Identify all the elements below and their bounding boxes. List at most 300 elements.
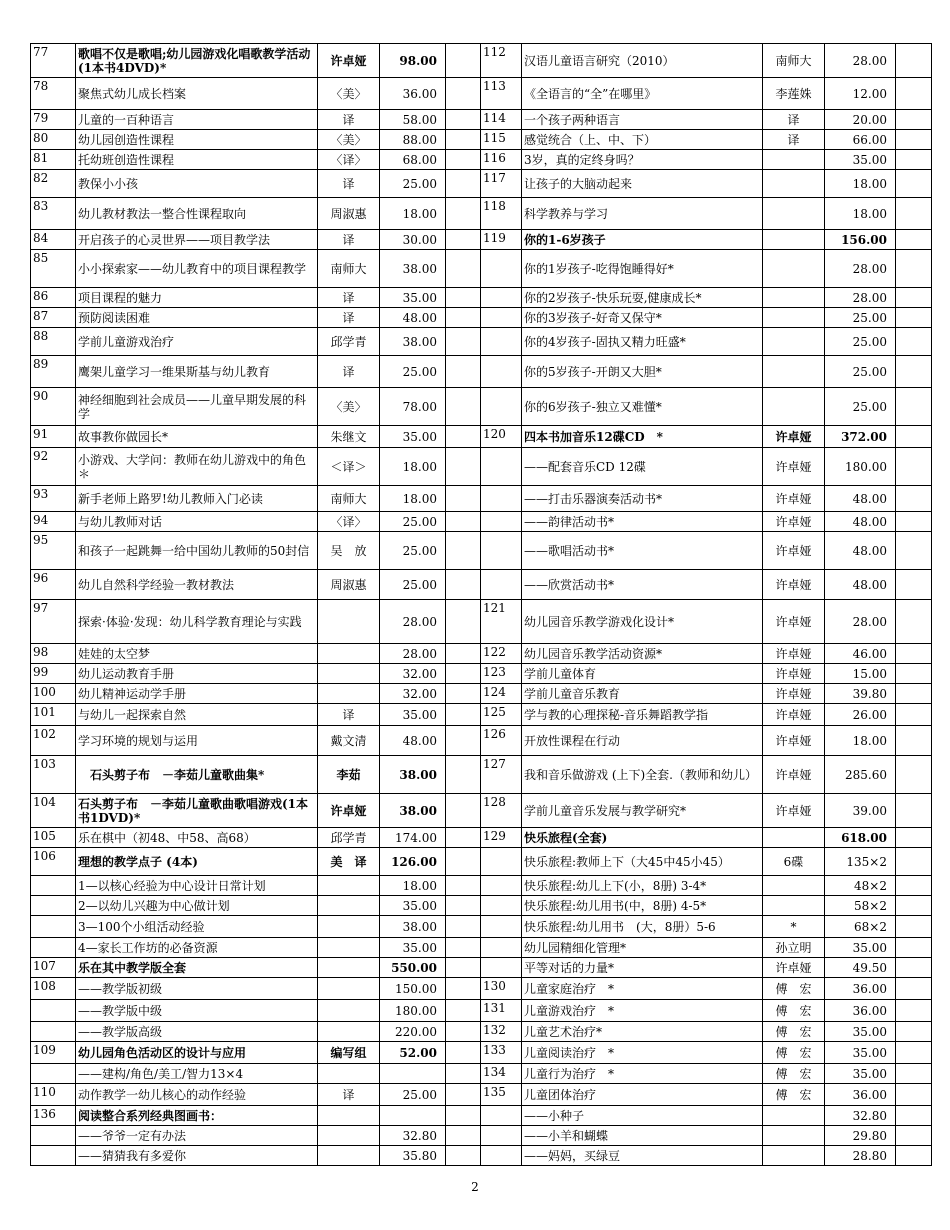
item-number xyxy=(481,486,522,512)
book-author: 译 xyxy=(318,170,380,198)
item-number xyxy=(481,570,522,600)
book-title: 让孩子的大脑动起来 xyxy=(522,170,763,198)
book-title: ——教学版高级 xyxy=(76,1022,318,1042)
item-number: 122 xyxy=(481,644,522,664)
book-price: 35.80 xyxy=(380,1146,446,1166)
book-price: 38.00 xyxy=(380,756,446,794)
book-author xyxy=(318,1000,380,1022)
table-row xyxy=(31,684,932,704)
book-title: 2—以幼儿兴趣为中心做计划 xyxy=(76,896,318,916)
table-row xyxy=(31,512,932,532)
item-number: 136 xyxy=(31,1106,76,1126)
book-price: 150.00 xyxy=(380,978,446,1000)
item-number: 126 xyxy=(481,726,522,756)
book-title: 探索·体验·发现：幼儿科学教育理论与实践 xyxy=(76,600,318,644)
book-author: 译 xyxy=(318,288,380,308)
blank-cell xyxy=(896,288,932,308)
item-number xyxy=(481,896,522,916)
blank-cell xyxy=(896,110,932,130)
book-price: 28.80 xyxy=(825,1146,896,1166)
book-author: 邱学青 xyxy=(318,328,380,356)
book-title: 快乐旅程(全套) xyxy=(522,828,763,848)
book-author: 编写组 xyxy=(318,1042,380,1064)
blank-cell xyxy=(896,250,932,288)
item-number: 80 xyxy=(31,130,76,150)
book-author: 许卓娅 xyxy=(763,756,825,794)
book-title: 幼儿园精细化管理* xyxy=(522,938,763,958)
blank-cell xyxy=(446,328,481,356)
book-price: 180.00 xyxy=(825,448,896,486)
blank-cell xyxy=(896,486,932,512)
blank-cell xyxy=(896,532,932,570)
book-price: 35.00 xyxy=(825,1022,896,1042)
book-price: 180.00 xyxy=(380,1000,446,1022)
book-price: 48.00 xyxy=(380,726,446,756)
book-price: 156.00 xyxy=(825,230,896,250)
book-author xyxy=(318,958,380,978)
table-row xyxy=(31,1064,932,1084)
blank-cell xyxy=(896,230,932,250)
blank-cell xyxy=(896,794,932,828)
book-title: 你的2岁孩子-快乐玩耍,健康成长* xyxy=(522,288,763,308)
item-number: 79 xyxy=(31,110,76,130)
book-title: 开启孩子的心灵世界——项目教学法 xyxy=(76,230,318,250)
item-number: 77 xyxy=(31,44,76,78)
item-number: 98 xyxy=(31,644,76,664)
book-title: 乐在其中教学版全套 xyxy=(76,958,318,978)
book-title: 一个孩子两种语言 xyxy=(522,110,763,130)
table-row xyxy=(31,570,932,600)
book-price: 18.00 xyxy=(380,486,446,512)
book-price: 32.80 xyxy=(380,1126,446,1146)
book-author: 许卓娅 xyxy=(763,684,825,704)
table-row xyxy=(31,726,932,756)
book-price: 15.00 xyxy=(825,664,896,684)
book-price-table xyxy=(30,43,932,1166)
book-title: 儿童行为治疗 * xyxy=(522,1064,763,1084)
table-row xyxy=(31,486,932,512)
table-row xyxy=(31,1042,932,1064)
item-number: 110 xyxy=(31,1084,76,1106)
blank-cell xyxy=(446,1064,481,1084)
book-price: 28.00 xyxy=(825,250,896,288)
book-price: 29.80 xyxy=(825,1126,896,1146)
book-title: ——歌唱活动书* xyxy=(522,532,763,570)
item-number xyxy=(31,1126,76,1146)
blank-cell xyxy=(896,958,932,978)
book-price: 18.00 xyxy=(825,170,896,198)
blank-cell xyxy=(446,664,481,684)
book-title: 《全语言的“全”在哪里》 xyxy=(522,78,763,110)
book-author: 译 xyxy=(763,110,825,130)
book-title: 快乐旅程:幼儿用书 (大，8册）5-6 xyxy=(522,916,763,938)
book-author: 周淑惠 xyxy=(318,198,380,230)
blank-cell xyxy=(446,756,481,794)
blank-cell xyxy=(446,532,481,570)
book-author: 南师大 xyxy=(763,44,825,78)
book-title: 项目课程的魅力 xyxy=(76,288,318,308)
blank-cell xyxy=(896,512,932,532)
book-title: 幼儿园创造性课程 xyxy=(76,130,318,150)
book-price: 68.00 xyxy=(380,150,446,170)
book-title: ——教学版初级 xyxy=(76,978,318,1000)
blank-cell xyxy=(896,328,932,356)
blank-cell xyxy=(446,512,481,532)
book-price: 28.00 xyxy=(825,44,896,78)
table-row xyxy=(31,958,932,978)
item-number: 101 xyxy=(31,704,76,726)
item-number xyxy=(481,448,522,486)
book-title: 1—以核心经验为中心设计日常计划 xyxy=(76,876,318,896)
table-row xyxy=(31,938,932,958)
book-author: 周淑惠 xyxy=(318,570,380,600)
blank-cell xyxy=(446,426,481,448)
book-title: 汉语儿童语言研究（2010） xyxy=(522,44,763,78)
book-price: 35.00 xyxy=(825,938,896,958)
book-author: 许卓娅 xyxy=(763,512,825,532)
book-title: 乐在棋中（初48、中58、高68） xyxy=(76,828,318,848)
book-title: 快乐旅程:幼儿用书(中，8册) 4-5* xyxy=(522,896,763,916)
book-title: 歌唱不仅是歌唱;幼儿园游戏化唱歌教学活动(1本书4DVD)* xyxy=(76,44,318,78)
blank-cell xyxy=(896,644,932,664)
book-author xyxy=(318,600,380,644)
book-title: 幼儿园音乐教学活动资源* xyxy=(522,644,763,664)
book-title: ——猜猜我有多爱你 xyxy=(76,1146,318,1166)
book-title: 3岁，真的定终身吗？ xyxy=(522,150,763,170)
blank-cell xyxy=(446,308,481,328)
item-number: 103 xyxy=(31,756,76,794)
book-author: 傅 宏 xyxy=(763,1000,825,1022)
book-title: 儿童的一百种语言 xyxy=(76,110,318,130)
book-price: 32.80 xyxy=(825,1106,896,1126)
book-author: 〈美〉 xyxy=(318,78,380,110)
book-title: 和孩子一起跳舞一给中国幼儿教师的50封信 xyxy=(76,532,318,570)
table-row xyxy=(31,978,932,1000)
book-price: 35.00 xyxy=(380,896,446,916)
book-price: 25.00 xyxy=(380,170,446,198)
book-author xyxy=(318,644,380,664)
item-number xyxy=(481,1106,522,1126)
book-author: 许卓娅 xyxy=(763,664,825,684)
book-author xyxy=(763,250,825,288)
table-row xyxy=(31,328,932,356)
blank-cell xyxy=(896,388,932,426)
item-number: 130 xyxy=(481,978,522,1000)
blank-cell xyxy=(446,684,481,704)
blank-cell xyxy=(446,794,481,828)
book-title: 幼儿教材教法一整合性课程取向 xyxy=(76,198,318,230)
book-title: 学前儿童体育 xyxy=(522,664,763,684)
book-price: 52.00 xyxy=(380,1042,446,1064)
book-price: 35.00 xyxy=(825,1064,896,1084)
book-author xyxy=(763,308,825,328)
item-number: 84 xyxy=(31,230,76,250)
table-row xyxy=(31,644,932,664)
book-title: 快乐旅程:幼儿上下(小，8册) 3-4* xyxy=(522,876,763,896)
blank-cell xyxy=(896,1042,932,1064)
blank-cell xyxy=(446,828,481,848)
item-number: 116 xyxy=(481,150,522,170)
book-price: 25.00 xyxy=(380,512,446,532)
book-title: 幼儿精神运动学手册 xyxy=(76,684,318,704)
table-row xyxy=(31,1126,932,1146)
blank-cell xyxy=(446,170,481,198)
item-number xyxy=(481,848,522,876)
table-row xyxy=(31,44,932,78)
book-title: 儿童艺术治疗* xyxy=(522,1022,763,1042)
book-author xyxy=(763,170,825,198)
item-number: 97 xyxy=(31,600,76,644)
book-author xyxy=(318,684,380,704)
blank-cell xyxy=(446,44,481,78)
book-title: 幼儿园角色活动区的设计与应用 xyxy=(76,1042,318,1064)
blank-cell xyxy=(896,356,932,388)
book-author: 〈美〉 xyxy=(318,388,380,426)
blank-cell xyxy=(446,1042,481,1064)
book-author: 6碟 xyxy=(763,848,825,876)
book-title: 阅读整合系列经典图画书： xyxy=(76,1106,318,1126)
item-number xyxy=(31,1146,76,1166)
book-author: * xyxy=(763,916,825,938)
item-number: 99 xyxy=(31,664,76,684)
book-title: 鹰架儿童学习一维果斯基与幼儿教育 xyxy=(76,356,318,388)
table-row xyxy=(31,288,932,308)
book-author: 南师大 xyxy=(318,486,380,512)
book-title: ——配套音乐CD 12碟 xyxy=(522,448,763,486)
blank-cell xyxy=(896,664,932,684)
table-row xyxy=(31,848,932,876)
book-price: 58×2 xyxy=(825,896,896,916)
book-title: ——小种子 xyxy=(522,1106,763,1126)
book-author xyxy=(763,1106,825,1126)
book-author: 许卓娅 xyxy=(763,644,825,664)
book-price: 36.00 xyxy=(825,1000,896,1022)
book-title: ——爷爷一定有办法 xyxy=(76,1126,318,1146)
item-number: 133 xyxy=(481,1042,522,1064)
blank-cell xyxy=(446,1106,481,1126)
book-price: 25.00 xyxy=(380,570,446,600)
book-title: 故事教你做园长* xyxy=(76,426,318,448)
book-price: 126.00 xyxy=(380,848,446,876)
table-row xyxy=(31,1146,932,1166)
blank-cell xyxy=(446,250,481,288)
book-price: 30.00 xyxy=(380,230,446,250)
item-number xyxy=(481,308,522,328)
book-author xyxy=(318,876,380,896)
item-number: 124 xyxy=(481,684,522,704)
book-title: ——欣赏活动书* xyxy=(522,570,763,600)
book-price: 66.00 xyxy=(825,130,896,150)
item-number: 105 xyxy=(31,828,76,848)
blank-cell xyxy=(896,448,932,486)
book-author: 许卓娅 xyxy=(318,794,380,828)
book-price: 25.00 xyxy=(380,356,446,388)
book-title: 预防阅读困难 xyxy=(76,308,318,328)
table-row xyxy=(31,150,932,170)
blank-cell xyxy=(896,1022,932,1042)
item-number xyxy=(481,1146,522,1166)
book-price: 220.00 xyxy=(380,1022,446,1042)
book-price: 36.00 xyxy=(825,1084,896,1106)
book-title: 儿童团体治疗 xyxy=(522,1084,763,1106)
book-price: 38.00 xyxy=(380,250,446,288)
book-title: 学前儿童音乐教育 xyxy=(522,684,763,704)
book-author: 朱继文 xyxy=(318,426,380,448)
book-price: 28.00 xyxy=(825,600,896,644)
book-title: 平等对话的力量* xyxy=(522,958,763,978)
item-number xyxy=(31,876,76,896)
item-number: 96 xyxy=(31,570,76,600)
item-number: 123 xyxy=(481,664,522,684)
book-price: 48×2 xyxy=(825,876,896,896)
table-row xyxy=(31,756,932,794)
blank-cell xyxy=(446,150,481,170)
book-price: 32.00 xyxy=(380,664,446,684)
blank-cell xyxy=(446,958,481,978)
book-title: 快乐旅程:教师上下（大45中45小45） xyxy=(522,848,763,876)
book-author: 许卓娅 xyxy=(318,44,380,78)
blank-cell xyxy=(896,1064,932,1084)
item-number: 125 xyxy=(481,704,522,726)
blank-cell xyxy=(446,230,481,250)
blank-cell xyxy=(446,644,481,664)
book-price: 32.00 xyxy=(380,684,446,704)
book-price: 35.00 xyxy=(380,288,446,308)
item-number: 112 xyxy=(481,44,522,78)
blank-cell xyxy=(896,1106,932,1126)
item-number: 115 xyxy=(481,130,522,150)
item-number: 104 xyxy=(31,794,76,828)
table-row xyxy=(31,896,932,916)
book-price: 78.00 xyxy=(380,388,446,426)
blank-cell xyxy=(896,170,932,198)
table-row xyxy=(31,110,932,130)
book-price: 39.00 xyxy=(825,794,896,828)
item-number: 93 xyxy=(31,486,76,512)
blank-cell xyxy=(896,704,932,726)
book-author: 许卓娅 xyxy=(763,600,825,644)
item-number xyxy=(481,532,522,570)
book-author: 美 译 xyxy=(318,848,380,876)
item-number: 107 xyxy=(31,958,76,978)
book-price: 36.00 xyxy=(825,978,896,1000)
blank-cell xyxy=(446,198,481,230)
book-price: 18.00 xyxy=(380,876,446,896)
book-author: 许卓娅 xyxy=(763,794,825,828)
blank-cell xyxy=(896,916,932,938)
book-price: 38.00 xyxy=(380,794,446,828)
table-row xyxy=(31,198,932,230)
blank-cell xyxy=(896,130,932,150)
blank-cell xyxy=(446,726,481,756)
book-price: 25.00 xyxy=(380,532,446,570)
book-author: 吴 放 xyxy=(318,532,380,570)
book-price: 38.00 xyxy=(380,916,446,938)
table-row xyxy=(31,78,932,110)
book-author: 〈美〉 xyxy=(318,130,380,150)
blank-cell xyxy=(896,308,932,328)
blank-cell xyxy=(896,78,932,110)
item-number: 83 xyxy=(31,198,76,230)
book-price: 35.00 xyxy=(380,938,446,958)
table-row xyxy=(31,426,932,448)
book-author: 译 xyxy=(318,1084,380,1106)
table-row xyxy=(31,794,932,828)
blank-cell xyxy=(446,1084,481,1106)
book-author xyxy=(763,388,825,426)
blank-cell xyxy=(896,1084,932,1106)
blank-cell xyxy=(446,600,481,644)
blank-cell xyxy=(896,848,932,876)
book-price: 285.60 xyxy=(825,756,896,794)
book-price: 35.00 xyxy=(380,704,446,726)
table-row xyxy=(31,1084,932,1106)
book-author xyxy=(763,328,825,356)
book-title: 小小探索家——幼儿教育中的项目课程教学 xyxy=(76,250,318,288)
book-title: 教保小小孩 xyxy=(76,170,318,198)
item-number xyxy=(31,1000,76,1022)
item-number xyxy=(481,388,522,426)
item-number xyxy=(481,876,522,896)
table-row xyxy=(31,1022,932,1042)
item-number: 91 xyxy=(31,426,76,448)
book-title: 幼儿自然科学经验一教材教法 xyxy=(76,570,318,600)
item-number: 87 xyxy=(31,308,76,328)
blank-cell xyxy=(446,570,481,600)
blank-cell xyxy=(446,78,481,110)
book-title: 儿童阅读治疗 * xyxy=(522,1042,763,1064)
item-number: 114 xyxy=(481,110,522,130)
blank-cell xyxy=(896,828,932,848)
item-number xyxy=(481,328,522,356)
table-row xyxy=(31,704,932,726)
book-title: 你的1-6岁孩子 xyxy=(522,230,763,250)
book-author: 〈译〉 xyxy=(318,512,380,532)
blank-cell xyxy=(896,938,932,958)
book-author xyxy=(318,896,380,916)
book-author: 傅 宏 xyxy=(763,1084,825,1106)
item-number: 117 xyxy=(481,170,522,198)
book-title: 聚焦式幼儿成长档案 xyxy=(76,78,318,110)
book-title: 科学教养与学习 xyxy=(522,198,763,230)
blank-cell xyxy=(896,876,932,896)
book-price: 18.00 xyxy=(380,448,446,486)
item-number xyxy=(31,896,76,916)
item-number: 94 xyxy=(31,512,76,532)
book-author: 戴文清 xyxy=(318,726,380,756)
book-author: 傅 宏 xyxy=(763,1022,825,1042)
book-author: 许卓娅 xyxy=(763,958,825,978)
book-price: 550.00 xyxy=(380,958,446,978)
book-price: 38.00 xyxy=(380,328,446,356)
blank-cell xyxy=(896,1126,932,1146)
blank-cell xyxy=(446,938,481,958)
book-title: 托幼班创造性课程 xyxy=(76,150,318,170)
item-number xyxy=(481,512,522,532)
item-number: 78 xyxy=(31,78,76,110)
item-number xyxy=(481,916,522,938)
item-number: 120 xyxy=(481,426,522,448)
book-title: 3—100个小组活动经验 xyxy=(76,916,318,938)
item-number xyxy=(481,938,522,958)
book-title: 你的3岁孩子-好奇又保守* xyxy=(522,308,763,328)
book-title: 感觉统合（上、中、下） xyxy=(522,130,763,150)
book-price: 35.00 xyxy=(825,150,896,170)
blank-cell xyxy=(446,1146,481,1166)
book-author xyxy=(318,938,380,958)
book-title: 与幼儿教师对话 xyxy=(76,512,318,532)
table-row xyxy=(31,664,932,684)
